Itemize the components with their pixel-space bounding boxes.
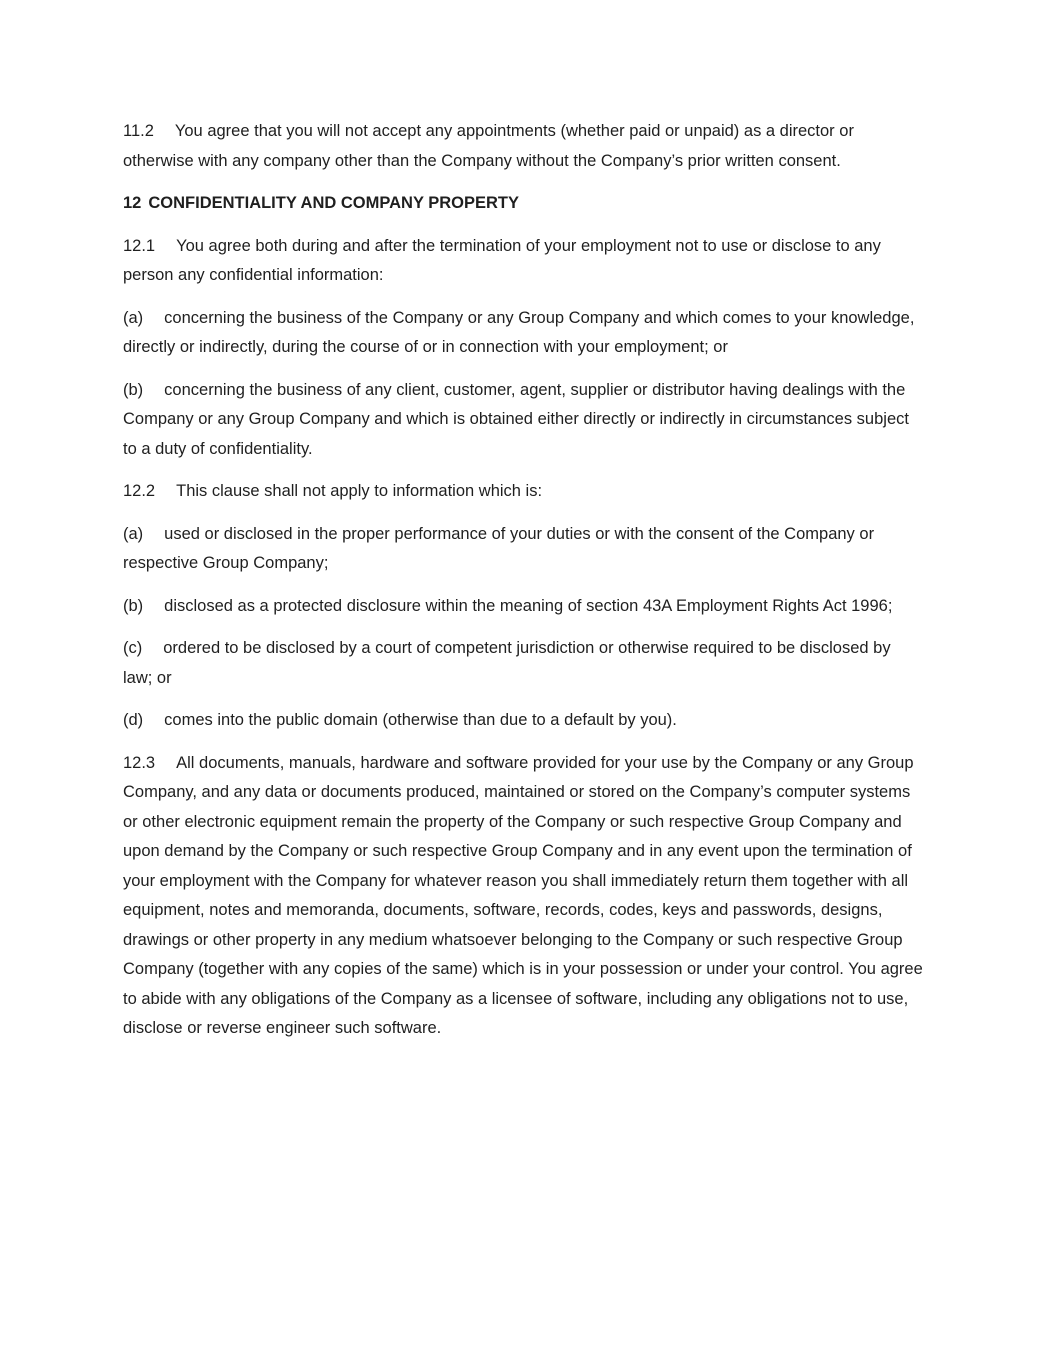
clause-text: ordered to be disclosed by a court of competent jurisdiction or otherwise required to be disclosed by law; or [123, 639, 891, 687]
clause-paragraph [123, 117, 924, 176]
clause-text: concerning the business of the Company or any Group Company and which comes to your knowledge, directly or indirectly, during the course of or in connection with your employment; or [123, 308, 915, 356]
clause-paragraph [123, 477, 924, 507]
clause-text: used or disclosed in the proper performance of your duties or with the consent of the Company or respective Group Company; [123, 524, 875, 572]
clause-number: (c) [123, 639, 143, 657]
clause-paragraph [123, 376, 924, 465]
clause-text: disclosed as a protected disclosure within the meaning of section 43A Employment Rights Act 1996; [164, 596, 893, 615]
clause-number: 12 [123, 194, 142, 212]
clause-number: 11.2 [123, 122, 154, 140]
clause-paragraph [123, 634, 924, 693]
clause-text: You agree that you will not accept any appointments (whether paid or unpaid) as a director or otherwise with any company other than the Company without the Company’s prior written consent. [123, 122, 854, 170]
clause-number: (b) [123, 596, 144, 615]
clause-paragraph [123, 706, 924, 736]
clause-number: (a) [123, 524, 144, 543]
clause-number: 12.2 [123, 482, 156, 500]
clause-text: All documents, manuals, hardware and software provided for your use by the Company or any Group Company, and any data or documents produced, maintained or stored on the Company’s computer systems or other electronic equipment remain the property of the Company or such respective Group Company and upon demand by the Company or such respective Group Company and in any event upon the termination of your employment with the Company for whatever reason you shall immediately return them together with all equipment, notes and memoranda, documents, software, records, codes, keys and passwords, designs, drawings or other property in any medium whatsoever belonging to the Company or such respective Group Company (together with any copies of the same) which is in your possession or under your control. You agree to abide with any obligations of the Company as a licensee of software, including any obligations not to use, disclose or reverse engineer such software. [123, 753, 923, 1037]
clause-text: CONFIDENTIALITY AND COMPANY PROPERTY [148, 194, 520, 212]
clause-text: This clause shall not apply to information which is: [176, 482, 543, 500]
clause-number: (d) [123, 711, 144, 729]
clause-number: (a) [123, 308, 144, 327]
clause-paragraph [123, 232, 924, 291]
clause-paragraph [123, 520, 924, 579]
document-content [123, 117, 924, 1057]
clause-number: 12.3 [123, 753, 156, 772]
clause-paragraph [123, 749, 924, 1044]
clause-text: concerning the business of any client, customer, agent, supplier or distributor having dealings with the Company or any Group Company and which is obtained either directly or indirectly in circumstances subject to a duty of confidentiality. [123, 380, 909, 458]
clause-number: 12.1 [123, 236, 156, 255]
section-heading [123, 189, 924, 219]
clause-paragraph [123, 304, 924, 363]
clause-text: comes into the public domain (otherwise than due to a default by you). [164, 711, 677, 729]
clause-text: You agree both during and after the termination of your employment not to use or disclose to any person any confidential information: [123, 236, 881, 284]
clause-paragraph [123, 592, 924, 622]
clause-number: (b) [123, 380, 144, 399]
